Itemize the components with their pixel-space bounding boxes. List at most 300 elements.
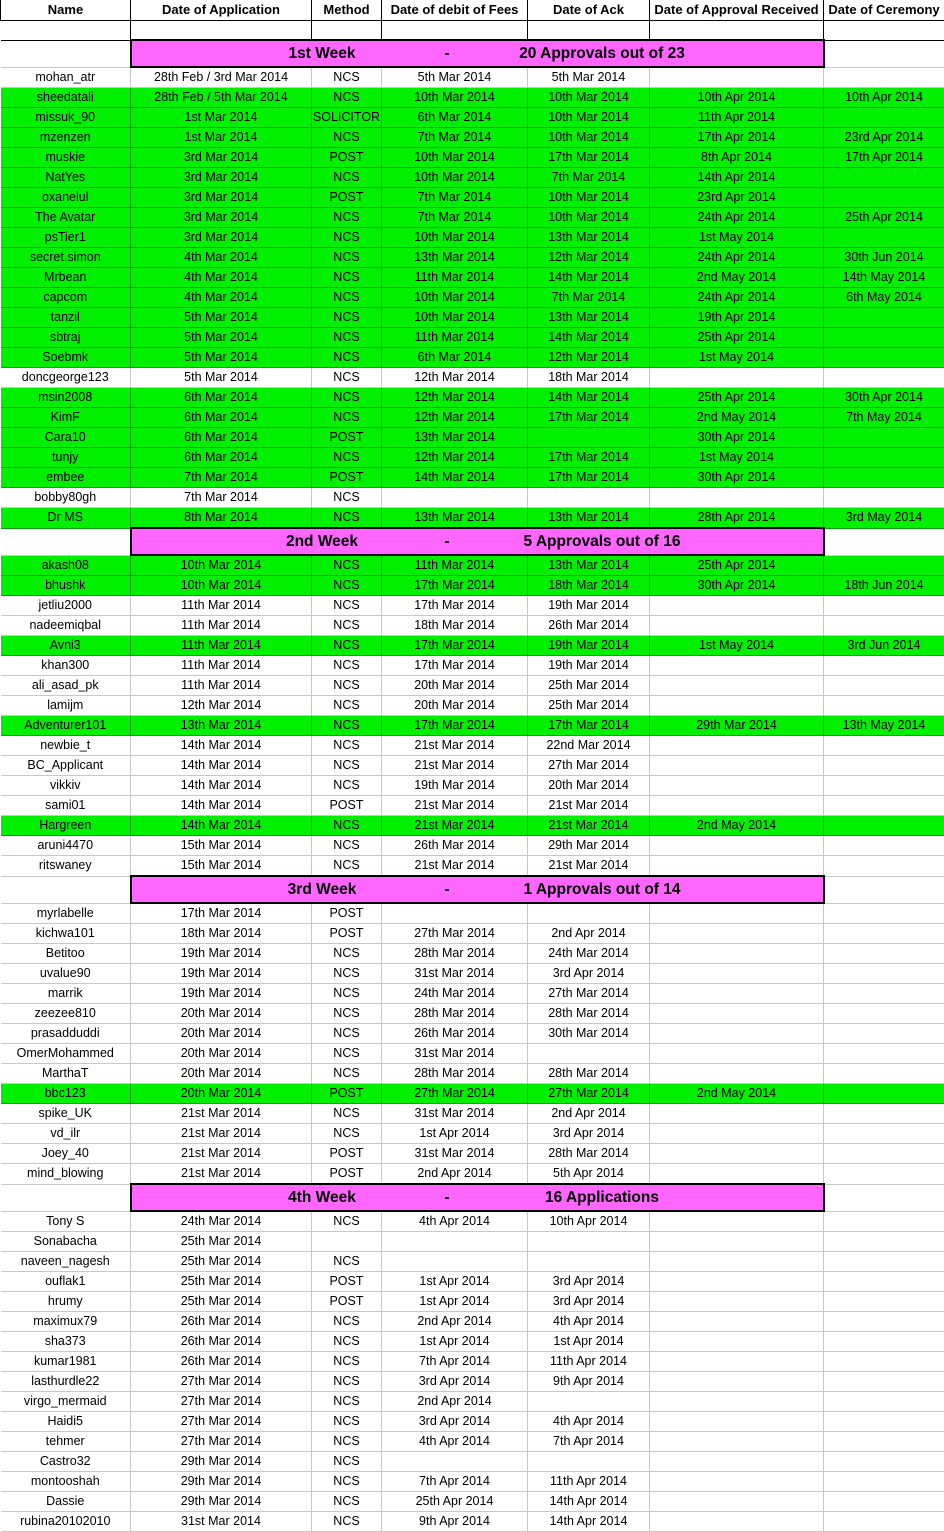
cell-date-of-ceremony[interactable]: 3rd Jun 2014 (824, 636, 944, 656)
cell-date-of-ceremony[interactable] (824, 1164, 944, 1185)
cell-date-of-ack[interactable]: 10th Mar 2014 (528, 128, 650, 148)
cell-date-of-approval-received[interactable] (650, 1372, 824, 1392)
cell-date-of-ceremony[interactable] (824, 924, 944, 944)
cell-date-of-application[interactable]: 4th Mar 2014 (131, 288, 312, 308)
cell-date-of-ceremony[interactable] (824, 756, 944, 776)
cell-date-of-debit-of-fees[interactable]: 11th Mar 2014 (382, 268, 528, 288)
cell-date-of-approval-received[interactable]: 1st May 2014 (650, 448, 824, 468)
cell-date-of-ceremony[interactable] (824, 1024, 944, 1044)
cell-date-of-debit-of-fees[interactable]: 26th Mar 2014 (382, 836, 528, 856)
week-banner[interactable] (131, 40, 824, 67)
empty-cell[interactable] (650, 20, 824, 40)
cell-method[interactable]: NCS (312, 576, 382, 596)
cell-name[interactable]: Castro32 (1, 1452, 131, 1472)
cell-name[interactable]: myrlabelle (1, 903, 131, 924)
cell-name[interactable]: akash08 (1, 555, 131, 576)
cell-method[interactable]: POST (312, 1164, 382, 1185)
cell-method[interactable]: POST (312, 1292, 382, 1312)
cell-date-of-debit-of-fees[interactable]: 17th Mar 2014 (382, 716, 528, 736)
cell-date-of-ack[interactable]: 12th Mar 2014 (528, 348, 650, 368)
cell-method[interactable]: NCS (312, 596, 382, 616)
cell-date-of-approval-received[interactable] (650, 1492, 824, 1512)
cell-date-of-ack[interactable]: 21st Mar 2014 (528, 796, 650, 816)
cell-date-of-approval-received[interactable]: 1st May 2014 (650, 228, 824, 248)
cell-method[interactable]: NCS (312, 308, 382, 328)
cell-date-of-ack[interactable]: 28th Mar 2014 (528, 1144, 650, 1164)
cell-name[interactable]: Joey_40 (1, 1144, 131, 1164)
cell-date-of-application[interactable]: 10th Mar 2014 (131, 555, 312, 576)
cell-date-of-approval-received[interactable]: 1st May 2014 (650, 636, 824, 656)
cell-date-of-ceremony[interactable] (824, 1104, 944, 1124)
cell-date-of-debit-of-fees[interactable]: 27th Mar 2014 (382, 924, 528, 944)
cell-date-of-debit-of-fees[interactable]: 18th Mar 2014 (382, 616, 528, 636)
cell-date-of-ceremony[interactable]: 13th May 2014 (824, 716, 944, 736)
cell-date-of-ceremony[interactable] (824, 108, 944, 128)
cell-date-of-application[interactable]: 11th Mar 2014 (131, 616, 312, 636)
cell-date-of-approval-received[interactable] (650, 1352, 824, 1372)
header-date-of-debit-of-fees[interactable]: Date of debit of Fees (382, 0, 528, 20)
cell-date-of-ceremony[interactable] (824, 1211, 944, 1232)
cell-date-of-ack[interactable]: 17th Mar 2014 (528, 408, 650, 428)
cell-name[interactable]: Soebmk (1, 348, 131, 368)
cell-date-of-ceremony[interactable] (824, 228, 944, 248)
cell-name[interactable]: Dassie (1, 1492, 131, 1512)
cell-method[interactable]: NCS (312, 1352, 382, 1372)
cell-name[interactable]: spike_UK (1, 1104, 131, 1124)
cell-name[interactable]: lamijm (1, 696, 131, 716)
cell-date-of-approval-received[interactable]: 24th Apr 2014 (650, 248, 824, 268)
cell-date-of-debit-of-fees[interactable]: 11th Mar 2014 (382, 555, 528, 576)
cell-date-of-debit-of-fees[interactable]: 10th Mar 2014 (382, 288, 528, 308)
cell-date-of-debit-of-fees[interactable]: 17th Mar 2014 (382, 596, 528, 616)
cell-date-of-approval-received[interactable] (650, 696, 824, 716)
cell-date-of-approval-received[interactable]: 8th Apr 2014 (650, 148, 824, 168)
cell-name[interactable]: bbc123 (1, 1084, 131, 1104)
cell-date-of-application[interactable]: 7th Mar 2014 (131, 468, 312, 488)
cell-date-of-ceremony[interactable] (824, 836, 944, 856)
cell-date-of-ack[interactable]: 1st Apr 2014 (528, 1332, 650, 1352)
cell-date-of-ceremony[interactable]: 10th Apr 2014 (824, 88, 944, 108)
cell-date-of-ceremony[interactable] (824, 168, 944, 188)
cell-name[interactable]: newbie_t (1, 736, 131, 756)
cell-date-of-debit-of-fees[interactable]: 7th Apr 2014 (382, 1472, 528, 1492)
cell-date-of-approval-received[interactable] (650, 1292, 824, 1312)
cell-name[interactable]: bhushk (1, 576, 131, 596)
cell-date-of-approval-received[interactable]: 29th Mar 2014 (650, 716, 824, 736)
cell-date-of-debit-of-fees[interactable]: 21st Mar 2014 (382, 856, 528, 877)
cell-date-of-application[interactable]: 29th Mar 2014 (131, 1492, 312, 1512)
cell-date-of-approval-received[interactable] (650, 984, 824, 1004)
cell-method[interactable]: NCS (312, 944, 382, 964)
cell-date-of-approval-received[interactable]: 23rd Apr 2014 (650, 188, 824, 208)
cell-date-of-ceremony[interactable] (824, 1064, 944, 1084)
cell-date-of-ack[interactable]: 26th Mar 2014 (528, 616, 650, 636)
cell-name[interactable]: virgo_mermaid (1, 1392, 131, 1412)
cell-date-of-approval-received[interactable] (650, 1452, 824, 1472)
cell-date-of-debit-of-fees[interactable] (382, 1252, 528, 1272)
empty-cell[interactable] (382, 20, 528, 40)
cell-date-of-debit-of-fees[interactable]: 6th Mar 2014 (382, 348, 528, 368)
cell-date-of-approval-received[interactable]: 1st May 2014 (650, 348, 824, 368)
cell-name[interactable]: zeezee810 (1, 1004, 131, 1024)
cell-name[interactable]: capcom (1, 288, 131, 308)
cell-date-of-ceremony[interactable] (824, 1472, 944, 1492)
cell-date-of-debit-of-fees[interactable]: 24th Mar 2014 (382, 984, 528, 1004)
cell-method[interactable]: POST (312, 796, 382, 816)
cell-date-of-ceremony[interactable]: 17th Apr 2014 (824, 148, 944, 168)
cell-date-of-debit-of-fees[interactable]: 13th Mar 2014 (382, 508, 528, 529)
cell-date-of-approval-received[interactable] (650, 776, 824, 796)
cell-date-of-debit-of-fees[interactable]: 1st Apr 2014 (382, 1292, 528, 1312)
cell-date-of-approval-received[interactable] (650, 1211, 824, 1232)
empty-cell[interactable] (824, 40, 944, 67)
cell-date-of-approval-received[interactable]: 30th Apr 2014 (650, 576, 824, 596)
cell-date-of-application[interactable]: 1st Mar 2014 (131, 128, 312, 148)
cell-name[interactable]: Sonabacha (1, 1232, 131, 1252)
cell-date-of-application[interactable]: 11th Mar 2014 (131, 636, 312, 656)
cell-date-of-ceremony[interactable] (824, 656, 944, 676)
cell-date-of-ceremony[interactable] (824, 1412, 944, 1432)
cell-date-of-ceremony[interactable] (824, 468, 944, 488)
cell-date-of-application[interactable]: 28th Feb / 5th Mar 2014 (131, 88, 312, 108)
cell-date-of-application[interactable]: 14th Mar 2014 (131, 816, 312, 836)
cell-date-of-ack[interactable]: 27th Mar 2014 (528, 756, 650, 776)
cell-method[interactable]: NCS (312, 636, 382, 656)
header-date-of-application[interactable]: Date of Application (131, 0, 312, 20)
cell-method[interactable]: NCS (312, 388, 382, 408)
cell-date-of-ceremony[interactable]: 14th May 2014 (824, 268, 944, 288)
cell-date-of-debit-of-fees[interactable]: 28th Mar 2014 (382, 1004, 528, 1024)
cell-date-of-approval-received[interactable]: 24th Apr 2014 (650, 288, 824, 308)
cell-name[interactable]: sheedatali (1, 88, 131, 108)
cell-date-of-debit-of-fees[interactable]: 31st Mar 2014 (382, 1044, 528, 1064)
cell-date-of-application[interactable]: 5th Mar 2014 (131, 368, 312, 388)
cell-name[interactable]: Haidi5 (1, 1412, 131, 1432)
cell-method[interactable]: POST (312, 188, 382, 208)
cell-name[interactable]: missuk_90 (1, 108, 131, 128)
cell-name[interactable]: marrik (1, 984, 131, 1004)
cell-date-of-debit-of-fees[interactable]: 14th Mar 2014 (382, 468, 528, 488)
cell-date-of-ceremony[interactable] (824, 428, 944, 448)
cell-date-of-ack[interactable]: 11th Apr 2014 (528, 1472, 650, 1492)
cell-date-of-ceremony[interactable]: 18th Jun 2014 (824, 576, 944, 596)
cell-date-of-ack[interactable]: 19th Mar 2014 (528, 596, 650, 616)
cell-date-of-ack[interactable]: 17th Mar 2014 (528, 716, 650, 736)
cell-date-of-application[interactable]: 28th Feb / 3rd Mar 2014 (131, 67, 312, 88)
cell-name[interactable]: embee (1, 468, 131, 488)
cell-date-of-approval-received[interactable] (650, 616, 824, 636)
cell-date-of-debit-of-fees[interactable]: 7th Mar 2014 (382, 208, 528, 228)
cell-name[interactable]: lasthurdle22 (1, 1372, 131, 1392)
cell-name[interactable]: sha373 (1, 1332, 131, 1352)
cell-date-of-ack[interactable] (528, 903, 650, 924)
cell-date-of-ceremony[interactable] (824, 1512, 944, 1532)
cell-method[interactable]: NCS (312, 1372, 382, 1392)
cell-method[interactable]: NCS (312, 1452, 382, 1472)
cell-date-of-approval-received[interactable]: 14th Apr 2014 (650, 168, 824, 188)
cell-date-of-debit-of-fees[interactable]: 12th Mar 2014 (382, 448, 528, 468)
cell-name[interactable]: Mrbean (1, 268, 131, 288)
cell-date-of-debit-of-fees[interactable]: 7th Mar 2014 (382, 128, 528, 148)
cell-date-of-debit-of-fees[interactable]: 19th Mar 2014 (382, 776, 528, 796)
cell-date-of-approval-received[interactable] (650, 1432, 824, 1452)
cell-date-of-ack[interactable]: 21st Mar 2014 (528, 856, 650, 877)
cell-date-of-application[interactable]: 3rd Mar 2014 (131, 228, 312, 248)
cell-date-of-approval-received[interactable]: 30th Apr 2014 (650, 468, 824, 488)
cell-date-of-approval-received[interactable] (650, 1044, 824, 1064)
cell-method[interactable]: POST (312, 1272, 382, 1292)
cell-date-of-ack[interactable]: 3rd Apr 2014 (528, 1272, 650, 1292)
cell-name[interactable]: NatYes (1, 168, 131, 188)
cell-date-of-application[interactable]: 11th Mar 2014 (131, 596, 312, 616)
cell-date-of-application[interactable]: 6th Mar 2014 (131, 428, 312, 448)
cell-date-of-ack[interactable]: 19th Mar 2014 (528, 656, 650, 676)
cell-date-of-approval-received[interactable]: 19th Apr 2014 (650, 308, 824, 328)
cell-method[interactable]: NCS (312, 1211, 382, 1232)
cell-date-of-ack[interactable] (528, 1452, 650, 1472)
cell-date-of-application[interactable]: 13th Mar 2014 (131, 716, 312, 736)
cell-date-of-application[interactable]: 25th Mar 2014 (131, 1232, 312, 1252)
cell-name[interactable]: doncgeorge123 (1, 368, 131, 388)
empty-cell[interactable] (131, 20, 312, 40)
cell-date-of-debit-of-fees[interactable]: 4th Apr 2014 (382, 1432, 528, 1452)
cell-date-of-ceremony[interactable] (824, 1372, 944, 1392)
cell-date-of-application[interactable]: 11th Mar 2014 (131, 676, 312, 696)
cell-date-of-ack[interactable] (528, 1232, 650, 1252)
cell-name[interactable]: Adventurer101 (1, 716, 131, 736)
cell-date-of-ack[interactable]: 14th Mar 2014 (528, 268, 650, 288)
cell-method[interactable]: NCS (312, 488, 382, 508)
cell-date-of-debit-of-fees[interactable]: 31st Mar 2014 (382, 1144, 528, 1164)
cell-name[interactable]: jetliu2000 (1, 596, 131, 616)
empty-cell[interactable] (1, 1184, 131, 1211)
cell-date-of-ack[interactable]: 20th Mar 2014 (528, 776, 650, 796)
cell-date-of-debit-of-fees[interactable]: 13th Mar 2014 (382, 428, 528, 448)
cell-method[interactable]: NCS (312, 268, 382, 288)
cell-date-of-application[interactable]: 21st Mar 2014 (131, 1124, 312, 1144)
empty-cell[interactable] (824, 20, 944, 40)
cell-name[interactable]: Hargreen (1, 816, 131, 836)
cell-method[interactable]: NCS (312, 1104, 382, 1124)
cell-method[interactable]: NCS (312, 1512, 382, 1532)
cell-date-of-debit-of-fees[interactable]: 9th Apr 2014 (382, 1512, 528, 1532)
cell-date-of-ack[interactable]: 3rd Apr 2014 (528, 964, 650, 984)
cell-method[interactable]: NCS (312, 448, 382, 468)
cell-date-of-ceremony[interactable] (824, 1232, 944, 1252)
cell-date-of-ceremony[interactable] (824, 488, 944, 508)
cell-date-of-debit-of-fees[interactable]: 12th Mar 2014 (382, 368, 528, 388)
cell-date-of-application[interactable]: 24th Mar 2014 (131, 1211, 312, 1232)
cell-date-of-approval-received[interactable]: 2nd May 2014 (650, 268, 824, 288)
cell-date-of-ack[interactable]: 21st Mar 2014 (528, 816, 650, 836)
cell-method[interactable]: NCS (312, 1432, 382, 1452)
cell-date-of-application[interactable]: 4th Mar 2014 (131, 248, 312, 268)
cell-name[interactable]: tunjy (1, 448, 131, 468)
cell-date-of-ack[interactable]: 14th Mar 2014 (528, 388, 650, 408)
cell-date-of-ceremony[interactable] (824, 555, 944, 576)
cell-date-of-approval-received[interactable] (650, 368, 824, 388)
cell-date-of-approval-received[interactable] (650, 924, 824, 944)
cell-date-of-ack[interactable]: 3rd Apr 2014 (528, 1292, 650, 1312)
cell-method[interactable]: NCS (312, 1492, 382, 1512)
cell-date-of-ceremony[interactable] (824, 448, 944, 468)
cell-date-of-debit-of-fees[interactable]: 6th Mar 2014 (382, 108, 528, 128)
cell-date-of-ack[interactable]: 5th Mar 2014 (528, 67, 650, 88)
cell-date-of-ack[interactable]: 13th Mar 2014 (528, 555, 650, 576)
cell-name[interactable]: ouflak1 (1, 1272, 131, 1292)
cell-date-of-debit-of-fees[interactable]: 26th Mar 2014 (382, 1024, 528, 1044)
cell-date-of-ack[interactable]: 13th Mar 2014 (528, 508, 650, 529)
cell-date-of-ceremony[interactable] (824, 188, 944, 208)
cell-date-of-approval-received[interactable] (650, 1104, 824, 1124)
cell-method[interactable]: NCS (312, 508, 382, 529)
cell-date-of-ack[interactable]: 13th Mar 2014 (528, 228, 650, 248)
cell-date-of-approval-received[interactable] (650, 1252, 824, 1272)
cell-date-of-ack[interactable]: 25th Mar 2014 (528, 676, 650, 696)
cell-date-of-application[interactable]: 14th Mar 2014 (131, 776, 312, 796)
empty-cell[interactable] (1, 20, 131, 40)
cell-name[interactable]: montooshah (1, 1472, 131, 1492)
cell-date-of-ceremony[interactable] (824, 1272, 944, 1292)
cell-date-of-debit-of-fees[interactable] (382, 903, 528, 924)
cell-method[interactable]: NCS (312, 248, 382, 268)
cell-date-of-approval-received[interactable]: 11th Apr 2014 (650, 108, 824, 128)
header-method[interactable]: Method (312, 0, 382, 20)
cell-date-of-approval-received[interactable] (650, 1312, 824, 1332)
cell-date-of-ack[interactable]: 10th Mar 2014 (528, 88, 650, 108)
cell-date-of-application[interactable]: 29th Mar 2014 (131, 1452, 312, 1472)
cell-name[interactable]: OmerMohammed (1, 1044, 131, 1064)
cell-date-of-approval-received[interactable] (650, 1332, 824, 1352)
cell-date-of-application[interactable]: 20th Mar 2014 (131, 1004, 312, 1024)
cell-date-of-approval-received[interactable]: 2nd May 2014 (650, 408, 824, 428)
cell-date-of-debit-of-fees[interactable]: 1st Apr 2014 (382, 1272, 528, 1292)
cell-date-of-ceremony[interactable]: 3rd May 2014 (824, 508, 944, 529)
cell-date-of-application[interactable]: 19th Mar 2014 (131, 964, 312, 984)
cell-method[interactable]: NCS (312, 555, 382, 576)
cell-date-of-approval-received[interactable] (650, 1412, 824, 1432)
week-banner[interactable] (131, 876, 824, 903)
cell-name[interactable]: BC_Applicant (1, 756, 131, 776)
cell-name[interactable]: tanzil (1, 308, 131, 328)
cell-name[interactable]: hrumy (1, 1292, 131, 1312)
cell-date-of-ack[interactable] (528, 1044, 650, 1064)
cell-date-of-ceremony[interactable] (824, 964, 944, 984)
cell-date-of-ceremony[interactable] (824, 1332, 944, 1352)
cell-method[interactable]: NCS (312, 676, 382, 696)
cell-method[interactable]: NCS (312, 208, 382, 228)
cell-date-of-ack[interactable]: 9th Apr 2014 (528, 1372, 650, 1392)
cell-date-of-debit-of-fees[interactable]: 3rd Apr 2014 (382, 1372, 528, 1392)
cell-date-of-ack[interactable] (528, 488, 650, 508)
cell-date-of-application[interactable]: 27th Mar 2014 (131, 1412, 312, 1432)
cell-date-of-debit-of-fees[interactable]: 3rd Apr 2014 (382, 1412, 528, 1432)
cell-date-of-approval-received[interactable] (650, 856, 824, 877)
cell-date-of-application[interactable]: 6th Mar 2014 (131, 448, 312, 468)
cell-date-of-debit-of-fees[interactable]: 21st Mar 2014 (382, 736, 528, 756)
cell-date-of-debit-of-fees[interactable]: 20th Mar 2014 (382, 696, 528, 716)
cell-date-of-application[interactable]: 26th Mar 2014 (131, 1312, 312, 1332)
cell-date-of-ack[interactable]: 25th Mar 2014 (528, 696, 650, 716)
cell-date-of-approval-received[interactable] (650, 903, 824, 924)
cell-name[interactable]: ritswaney (1, 856, 131, 877)
cell-method[interactable]: POST (312, 468, 382, 488)
cell-date-of-debit-of-fees[interactable]: 7th Mar 2014 (382, 188, 528, 208)
cell-method[interactable]: NCS (312, 836, 382, 856)
cell-date-of-ack[interactable]: 19th Mar 2014 (528, 636, 650, 656)
empty-cell[interactable] (824, 876, 944, 903)
cell-date-of-debit-of-fees[interactable]: 10th Mar 2014 (382, 228, 528, 248)
cell-date-of-approval-received[interactable] (650, 1124, 824, 1144)
cell-name[interactable]: mind_blowing (1, 1164, 131, 1185)
cell-date-of-debit-of-fees[interactable]: 10th Mar 2014 (382, 88, 528, 108)
cell-date-of-application[interactable]: 26th Mar 2014 (131, 1332, 312, 1352)
cell-date-of-debit-of-fees[interactable]: 21st Mar 2014 (382, 816, 528, 836)
cell-method[interactable]: NCS (312, 1252, 382, 1272)
cell-date-of-ceremony[interactable] (824, 736, 944, 756)
cell-date-of-approval-received[interactable]: 25th Apr 2014 (650, 328, 824, 348)
cell-date-of-ceremony[interactable]: 23rd Apr 2014 (824, 128, 944, 148)
cell-date-of-debit-of-fees[interactable]: 5th Mar 2014 (382, 67, 528, 88)
cell-date-of-ceremony[interactable]: 6th May 2014 (824, 288, 944, 308)
cell-date-of-debit-of-fees[interactable]: 1st Apr 2014 (382, 1124, 528, 1144)
cell-date-of-application[interactable]: 12th Mar 2014 (131, 696, 312, 716)
cell-date-of-application[interactable]: 6th Mar 2014 (131, 408, 312, 428)
cell-method[interactable]: NCS (312, 1332, 382, 1352)
cell-date-of-ceremony[interactable] (824, 1144, 944, 1164)
cell-date-of-debit-of-fees[interactable]: 21st Mar 2014 (382, 796, 528, 816)
cell-date-of-ack[interactable]: 4th Apr 2014 (528, 1312, 650, 1332)
cell-name[interactable]: uvalue90 (1, 964, 131, 984)
cell-method[interactable]: POST (312, 1084, 382, 1104)
cell-date-of-application[interactable]: 3rd Mar 2014 (131, 188, 312, 208)
cell-date-of-approval-received[interactable]: 2nd May 2014 (650, 1084, 824, 1104)
cell-date-of-ack[interactable]: 27th Mar 2014 (528, 984, 650, 1004)
cell-date-of-application[interactable]: 18th Mar 2014 (131, 924, 312, 944)
cell-method[interactable]: NCS (312, 1392, 382, 1412)
cell-date-of-application[interactable]: 21st Mar 2014 (131, 1144, 312, 1164)
cell-date-of-debit-of-fees[interactable]: 17th Mar 2014 (382, 576, 528, 596)
cell-name[interactable]: mzenzen (1, 128, 131, 148)
cell-date-of-application[interactable]: 27th Mar 2014 (131, 1432, 312, 1452)
cell-date-of-approval-received[interactable]: 25th Apr 2014 (650, 388, 824, 408)
cell-date-of-ack[interactable]: 7th Apr 2014 (528, 1432, 650, 1452)
cell-method[interactable]: NCS (312, 328, 382, 348)
cell-date-of-ceremony[interactable] (824, 903, 944, 924)
cell-date-of-application[interactable]: 5th Mar 2014 (131, 328, 312, 348)
cell-method[interactable]: NCS (312, 368, 382, 388)
cell-name[interactable]: prasadduddi (1, 1024, 131, 1044)
cell-date-of-debit-of-fees[interactable] (382, 1452, 528, 1472)
cell-date-of-ceremony[interactable] (824, 596, 944, 616)
cell-method[interactable]: NCS (312, 288, 382, 308)
cell-date-of-application[interactable]: 4th Mar 2014 (131, 268, 312, 288)
cell-date-of-application[interactable]: 14th Mar 2014 (131, 756, 312, 776)
cell-method[interactable]: NCS (312, 348, 382, 368)
cell-date-of-approval-received[interactable] (650, 796, 824, 816)
cell-date-of-ceremony[interactable] (824, 308, 944, 328)
cell-date-of-application[interactable]: 14th Mar 2014 (131, 796, 312, 816)
cell-date-of-debit-of-fees[interactable]: 4th Apr 2014 (382, 1211, 528, 1232)
cell-name[interactable]: MarthaT (1, 1064, 131, 1084)
cell-method[interactable]: NCS (312, 128, 382, 148)
cell-date-of-debit-of-fees[interactable]: 2nd Apr 2014 (382, 1312, 528, 1332)
cell-date-of-ack[interactable]: 10th Mar 2014 (528, 188, 650, 208)
cell-date-of-ceremony[interactable]: 30th Apr 2014 (824, 388, 944, 408)
cell-date-of-application[interactable]: 25th Mar 2014 (131, 1292, 312, 1312)
cell-date-of-application[interactable]: 7th Mar 2014 (131, 488, 312, 508)
cell-date-of-ack[interactable]: 10th Mar 2014 (528, 208, 650, 228)
